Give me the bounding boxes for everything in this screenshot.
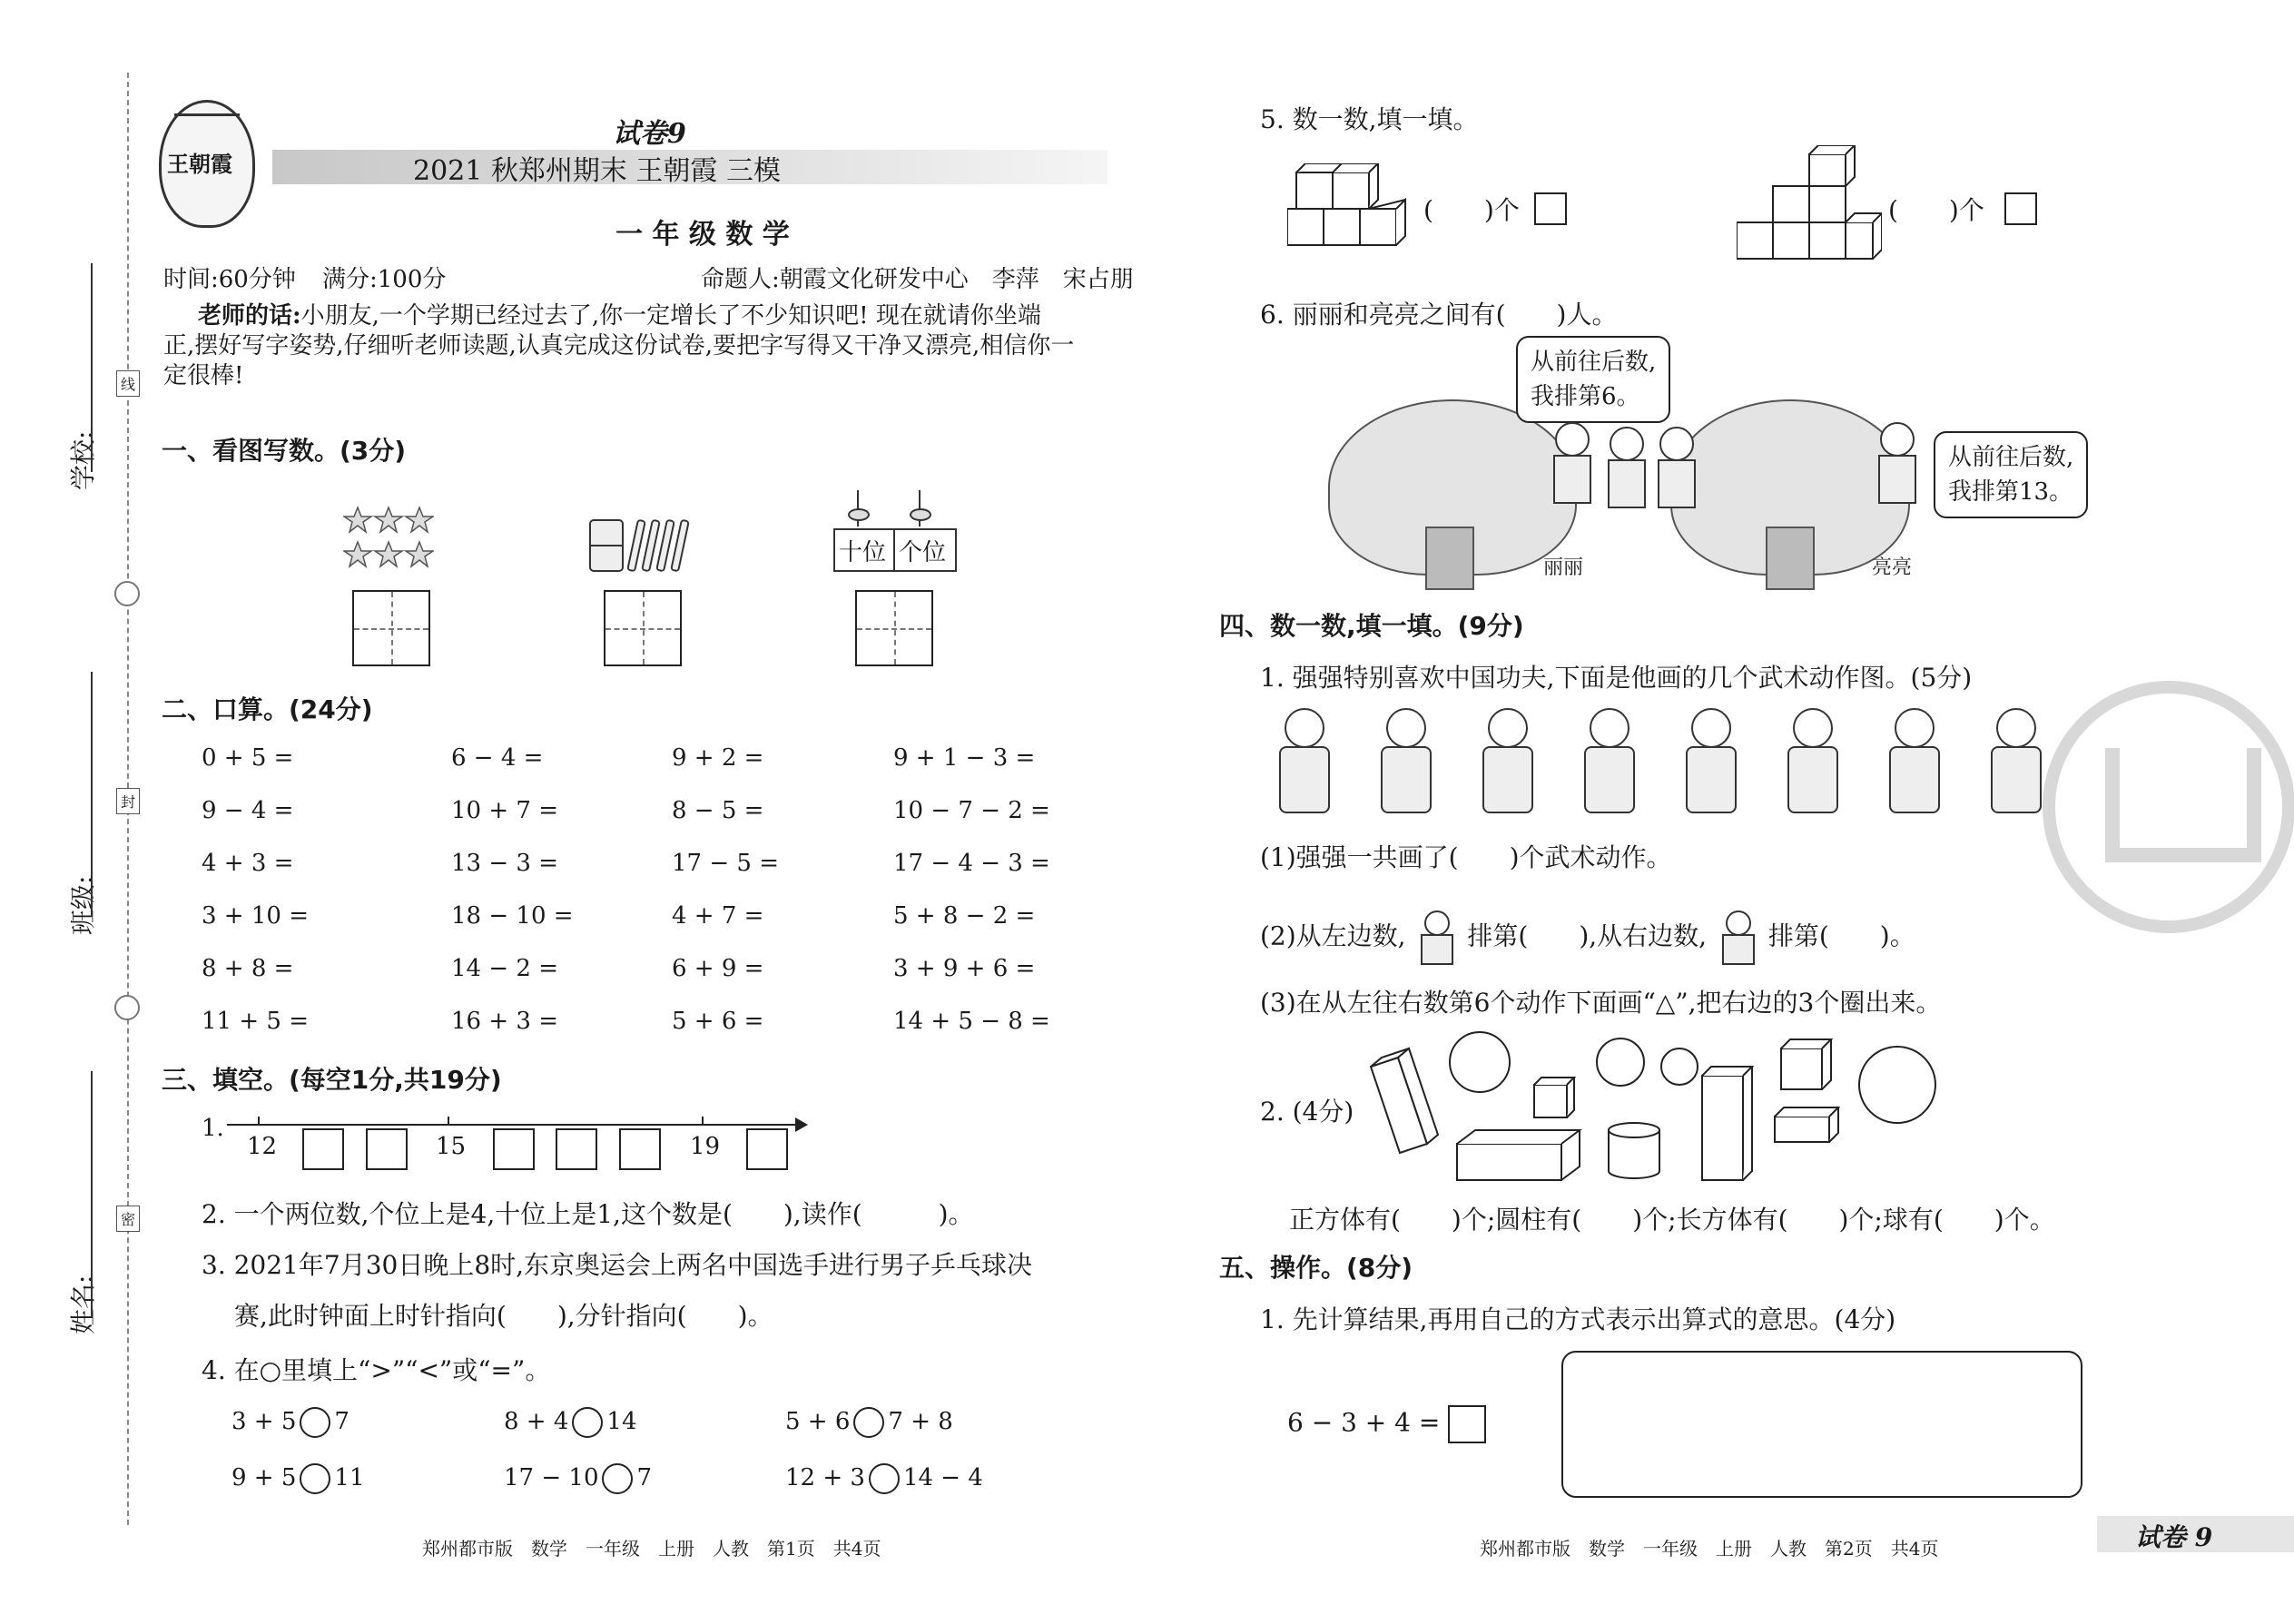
name-underline	[91, 1071, 93, 1316]
numberline-blank[interactable]	[556, 1128, 597, 1170]
section4-q2-label: 2. (4分)	[1260, 1097, 1354, 1127]
intro-label: 老师的话:	[198, 302, 301, 330]
arrow-right-icon	[795, 1117, 808, 1132]
equation-answer-box[interactable]	[1448, 1405, 1486, 1443]
cubes-picture-1	[1287, 163, 1414, 254]
intro-line1: 小朋友,一个学期已经过去了,你一定增长了不少知识吧! 现在就请你坐端	[300, 302, 1041, 330]
numberline-blank[interactable]	[493, 1128, 535, 1170]
math-item: 10 + 7 =	[451, 797, 558, 824]
math-item: 16 + 3 =	[451, 1008, 558, 1035]
sphere-icon	[1597, 1038, 1644, 1086]
kungfu-figure-icon	[1571, 708, 1644, 817]
class-underline	[91, 672, 93, 917]
math-item: 9 − 4 =	[202, 797, 294, 824]
q5-text: 5. 数一数,填一填。	[1260, 104, 1479, 134]
sphere-icon	[1450, 1032, 1510, 1092]
cube-icon	[2004, 192, 2037, 225]
abacus-bead-icon	[910, 508, 931, 521]
q2-text: 2. 一个两位数,个位上是4,十位上是1,这个数是( ),读作( )。	[202, 1199, 974, 1229]
numberline-blank[interactable]	[746, 1128, 788, 1170]
boy-liangliang-icon	[1873, 422, 1918, 540]
cube-icon	[1534, 192, 1567, 225]
footer-left: 郑州都市版 数学 一年级 上册 人教 第1页 共4页	[422, 1538, 881, 1560]
math-item: 6 + 9 =	[672, 955, 764, 982]
section4-sub2: (2)从左边数, 排第( ),从右边数, 排第( )。	[1260, 910, 1915, 965]
compare-circle[interactable]	[602, 1463, 633, 1494]
seal-mark-seal: 封	[116, 788, 140, 814]
authors-info: 命题人:朝霞文化研发中心 李萍 宋占朋	[701, 266, 1134, 293]
section2-title: 二、口算。(24分)	[162, 694, 373, 724]
child-icon	[1652, 427, 1698, 545]
numberline-blank[interactable]	[619, 1128, 661, 1170]
q3-line1: 3. 2021年7月30日晚上8时,东京奥运会上两名中国选手进行男子乒乓球决	[202, 1250, 1033, 1280]
kungfu-figure-icon	[1368, 708, 1441, 817]
star-icon	[406, 542, 433, 566]
math-item: 10 − 7 − 2 =	[893, 797, 1050, 824]
kungfu-figure-icon	[1876, 708, 1949, 817]
compare-item: 3 + 5 7	[231, 1407, 350, 1438]
math-item: 4 + 7 =	[672, 902, 764, 930]
cube-icon	[1534, 1085, 1567, 1117]
subject-title: 一 年 级 数 学	[615, 219, 790, 251]
name-liangliang: 亮亮	[1872, 556, 1913, 579]
speech-bubble-lili: 从前往后数, 我排第6。	[1516, 336, 1670, 423]
section5-q1: 1. 先计算结果,再用自己的方式表示出算式的意思。(4分)	[1260, 1304, 1896, 1334]
intro-line3: 定很棒!	[163, 362, 244, 389]
compare-circle[interactable]	[300, 1463, 330, 1494]
intro-line2: 正,摆好写字姿势,仔细听老师读题,认真完成这份试卷,要把字写得又干净又漂亮,相信你一	[163, 332, 1075, 359]
q6-text: 6. 丽丽和亮亮之间有( )人。	[1260, 300, 1618, 330]
class-label: 班级:	[68, 875, 98, 935]
abacus	[833, 528, 957, 572]
answer-box-sticks[interactable]	[604, 590, 682, 666]
seal-mark-secret: 密	[116, 1206, 140, 1232]
math-item: 14 + 5 − 8 =	[893, 1008, 1050, 1035]
sphere-icon	[1859, 1047, 1935, 1123]
abacus-ones-label: 个位	[899, 539, 947, 566]
compare-item: 9 + 5 11	[231, 1463, 365, 1494]
answer-box-stars[interactable]	[352, 590, 430, 666]
school-underline	[91, 263, 93, 472]
math-item: 3 + 10 =	[202, 902, 309, 930]
math-item: 11 + 5 =	[202, 1008, 309, 1035]
q4-text: 4. 在○里填上“>”“<”或“=”。	[202, 1355, 551, 1385]
math-item: 5 + 6 =	[672, 1008, 764, 1035]
q5-blank-1[interactable]: ( )个	[1423, 195, 1520, 225]
kungfu-figures	[1257, 708, 2074, 822]
q5-blank-2[interactable]: ( )个	[1888, 195, 1984, 225]
numberline-blank[interactable]	[366, 1128, 408, 1170]
cylinder-icon	[1609, 1123, 1659, 1137]
banner-title: 2021 秋郑州期末 王朝霞 三模	[413, 155, 781, 187]
section5-title: 五、操作。(8分)	[1219, 1253, 1413, 1283]
section4-sub3: (3)在从左往右数第6个动作下面画“△”,把右边的3个圈出来。	[1260, 988, 1942, 1018]
star-icon	[344, 542, 371, 566]
cuboid-icon	[1702, 1076, 1743, 1180]
binding-hole-icon	[114, 581, 140, 606]
name-label: 姓名:	[68, 1275, 98, 1334]
kungfu-figure-small-icon	[1715, 910, 1760, 965]
logo-text: 王朝霞	[167, 151, 232, 177]
girl-lili-icon	[1548, 422, 1593, 540]
math-item: 6 − 4 =	[451, 744, 544, 772]
math-item: 8 + 8 =	[202, 955, 294, 982]
math-item: 3 + 9 + 6 =	[893, 955, 1036, 982]
kungfu-figure-icon	[1470, 708, 1542, 817]
cube-icon	[1781, 1048, 1822, 1089]
speech-bubble-liangliang: 从前往后数, 我排第13。	[1934, 431, 2088, 518]
math-item: 5 + 8 − 2 =	[893, 902, 1036, 930]
equation: 6 − 3 + 4 =	[1287, 1405, 1486, 1443]
compare-circle[interactable]	[300, 1407, 330, 1438]
kungfu-figure-icon	[1978, 708, 2051, 817]
math-item: 14 − 2 =	[451, 955, 558, 982]
section4-sub1: (1)强强一共画了( )个武术动作。	[1260, 842, 1672, 872]
section1-title: 一、看图写数。(3分)	[162, 436, 407, 466]
compare-circle[interactable]	[853, 1407, 884, 1438]
stars-picture	[343, 504, 434, 576]
compare-item: 5 + 6 7 + 8	[785, 1407, 953, 1438]
star-icon	[375, 507, 402, 532]
math-item: 9 + 2 =	[672, 744, 764, 772]
footer-right: 郑州都市版 数学 一年级 上册 人教 第2页 共4页	[1480, 1538, 1939, 1560]
footer-tag: 试卷 9	[2135, 1522, 2213, 1552]
kungfu-figure-icon	[1266, 708, 1339, 817]
secret-seal-watermark-icon	[2043, 681, 2294, 933]
math-item: 0 + 5 =	[202, 744, 294, 772]
tree-trunk-icon	[1766, 527, 1815, 590]
kungfu-figure-small-icon	[1413, 910, 1459, 965]
section4-q1: 1. 强强特别喜欢中国功夫,下面是他画的几个武术动作图。(5分)	[1260, 663, 1973, 693]
seal-mark-line: 线	[116, 370, 140, 397]
compare-circle[interactable]	[572, 1407, 603, 1438]
section3-title: 三、填空。(每空1分,共19分)	[162, 1065, 502, 1095]
section4-title: 四、数一数,填一填。(9分)	[1219, 611, 1524, 641]
math-item: 17 − 5 =	[672, 850, 779, 877]
compare-item: 12 + 3 14 − 4	[785, 1463, 983, 1494]
q1-label: 1.	[202, 1115, 224, 1142]
math-item: 18 − 10 =	[451, 902, 574, 930]
name-lili: 丽丽	[1543, 556, 1584, 579]
crown-icon	[174, 113, 240, 134]
cubes-picture-2	[1737, 145, 1882, 268]
cuboid-icon	[1457, 1144, 1561, 1180]
sticks-picture	[586, 513, 704, 576]
solids-picture	[1362, 1030, 1961, 1189]
math-item: 4 + 3 =	[202, 850, 294, 877]
score-info: 满分:100分	[322, 266, 447, 293]
compare-item: 8 + 4 14	[504, 1407, 637, 1438]
math-item: 13 − 3 =	[451, 850, 558, 877]
paper-label: 试卷9	[613, 118, 686, 150]
answer-box-abacus[interactable]	[855, 590, 933, 666]
numberline-12: 12	[247, 1133, 278, 1160]
abacus-bead-icon	[848, 508, 870, 521]
number-line	[227, 1124, 803, 1126]
kungfu-figure-icon	[1673, 708, 1746, 817]
abacus-tens-label: 十位	[839, 539, 887, 566]
tree-trunk-icon	[1425, 527, 1474, 590]
star-icon	[344, 507, 371, 532]
numberline-19: 19	[690, 1133, 721, 1160]
compare-circle[interactable]	[869, 1463, 900, 1494]
sphere-icon	[1661, 1048, 1698, 1085]
star-icon	[406, 507, 433, 532]
numberline-15: 15	[436, 1133, 467, 1160]
math-item: 8 − 5 =	[672, 797, 764, 824]
cuboid-icon	[1775, 1117, 1829, 1142]
section4-q2-answer: 正方体有( )个;圆柱有( )个;长方体有( )个;球有( )个。	[1289, 1205, 2055, 1235]
binding-hole-icon	[114, 995, 140, 1020]
numberline-blank[interactable]	[302, 1128, 344, 1170]
q3-line2: 赛,此时钟面上时针指向( ),分针指向( )。	[234, 1301, 773, 1331]
school-label: 学校:	[68, 430, 98, 490]
logo-badge-icon	[159, 100, 255, 228]
star-icon	[375, 542, 402, 566]
child-icon	[1602, 427, 1648, 545]
kungfu-figure-icon	[1775, 708, 1847, 817]
time-info: 时间:60分钟	[163, 266, 296, 293]
math-item: 17 − 4 − 3 =	[893, 850, 1050, 877]
math-item: 9 + 1 − 3 =	[893, 744, 1036, 772]
drawing-area[interactable]	[1561, 1351, 2082, 1498]
compare-item: 17 − 10 7	[504, 1463, 652, 1494]
